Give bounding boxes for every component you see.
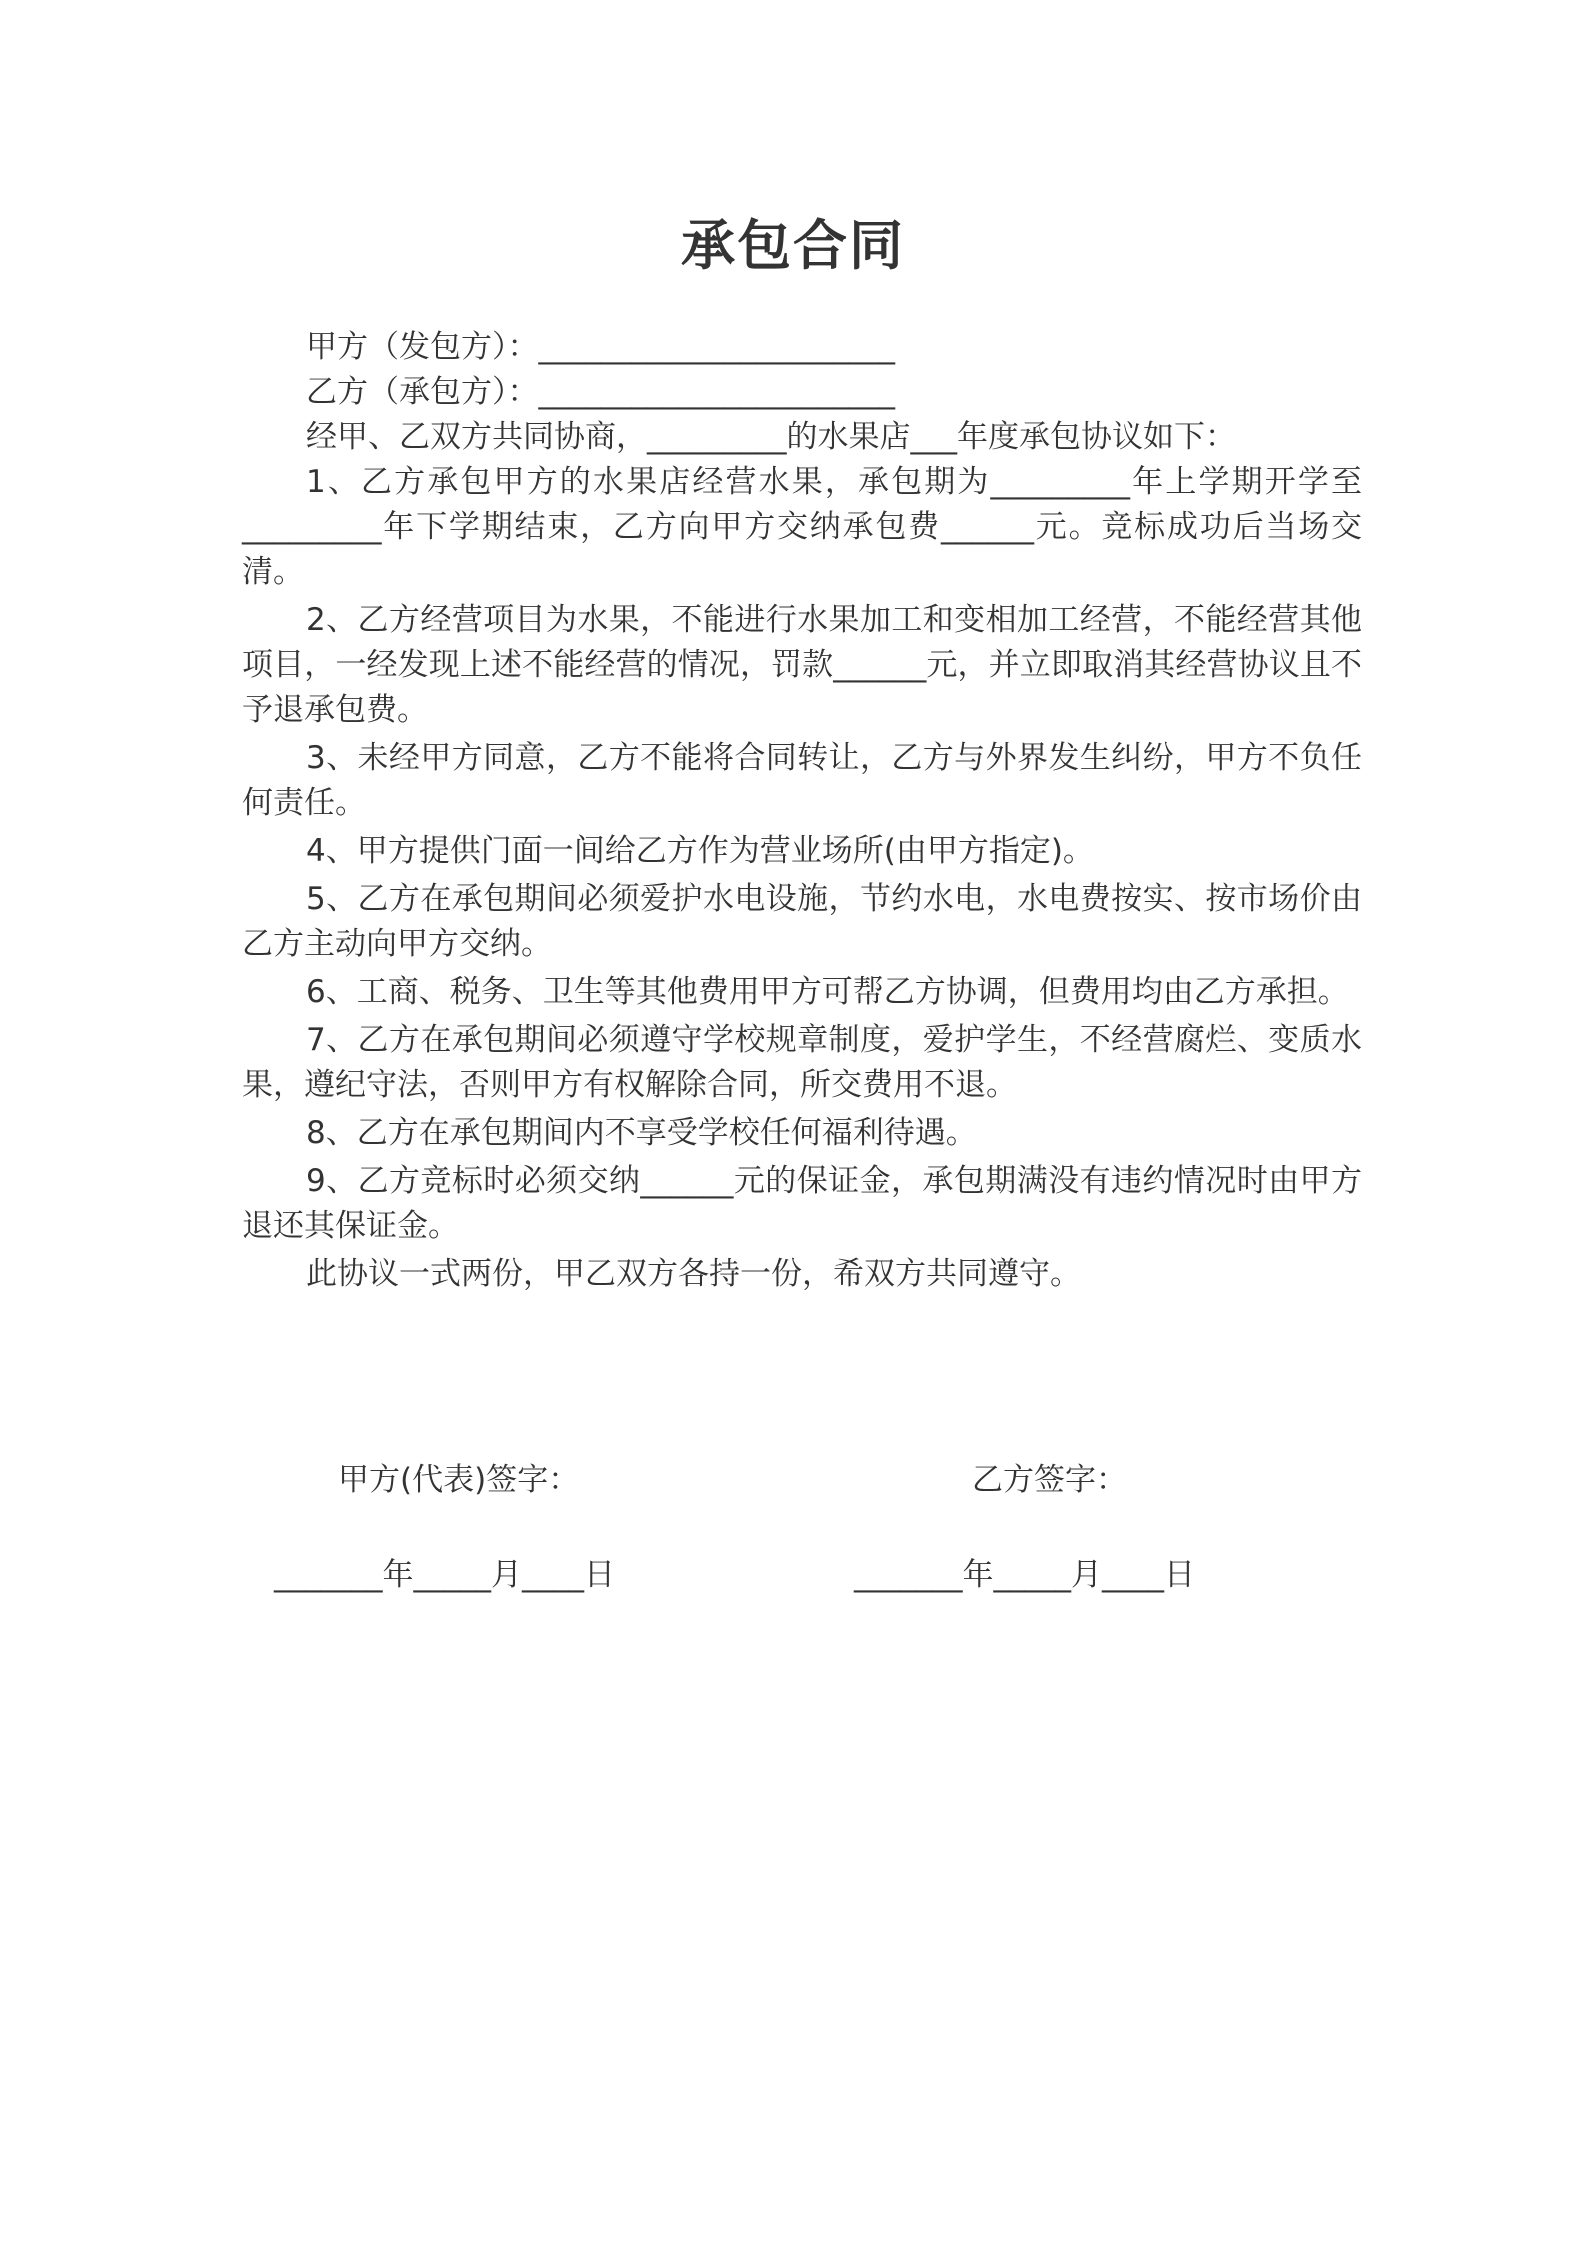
party-a-signature-label: 甲方(代表)签字： [338, 1462, 580, 1498]
clause-2: 2、乙方经营项目为水果，不能进行水果加工和变相加工经营，不能经营其他项目，一经发现上述不能经营的情况，罚款______元，并立即取消其经营协议且不予退承包费。 [242, 602, 1362, 728]
closing-paragraph: 此协议一式两份，甲乙双方各持一份，希双方共同遵守。 [306, 1256, 1081, 1292]
clause-7: 7、乙方在承包期间必须遵守学校规章制度，爱护学生，不经营腐烂、变质水果，遵纪守法，否则甲方有权解除合同，所交费用不退。 [242, 1022, 1362, 1103]
document-title: 承包合同 [681, 214, 905, 277]
party-a-signature-date: _______年_____月____日 [274, 1557, 615, 1593]
contract-body [242, 325, 1362, 1297]
clause-9: 9、乙方竞标时必须交纳______元的保证金，承包期满没有违约情况时由甲方退还其保证金。 [242, 1163, 1362, 1244]
clause-5: 5、乙方在承包期间必须爱护水电设施，节约水电，水电费按实、按市场价由乙方主动向甲方交纳。 [242, 881, 1362, 962]
party-b-signature-date: _______年_____月____日 [854, 1557, 1195, 1593]
party-b-signature-label: 乙方签字： [972, 1462, 1127, 1498]
clause-8: 8、乙方在承包期间内不享受学校任何福利待遇。 [306, 1115, 977, 1151]
intro-paragraph: 经甲、乙双方共同协商，_________的水果店___年度承包协议如下： [306, 419, 1236, 455]
clause-1: 1、乙方承包甲方的水果店经营水果，承包期为_________年上学期开学至_________年下学期结束，乙方向甲方交纳承包费______元。竞标成功后当场交清。 [242, 464, 1362, 590]
clause-6: 6、工商、税务、卫生等其他费用甲方可帮乙方协调，但费用均由乙方承担。 [306, 974, 1349, 1010]
clause-3: 3、未经甲方同意，乙方不能将合同转让，乙方与外界发生纠纷，甲方不负任何责任。 [242, 740, 1362, 821]
party-b-line: 乙方（承包方）：_______________________ [306, 374, 895, 410]
clause-4: 4、甲方提供门面一间给乙方作为营业场所(由甲方指定)。 [306, 833, 1094, 869]
party-a-line: 甲方（发包方）：_______________________ [306, 329, 895, 365]
